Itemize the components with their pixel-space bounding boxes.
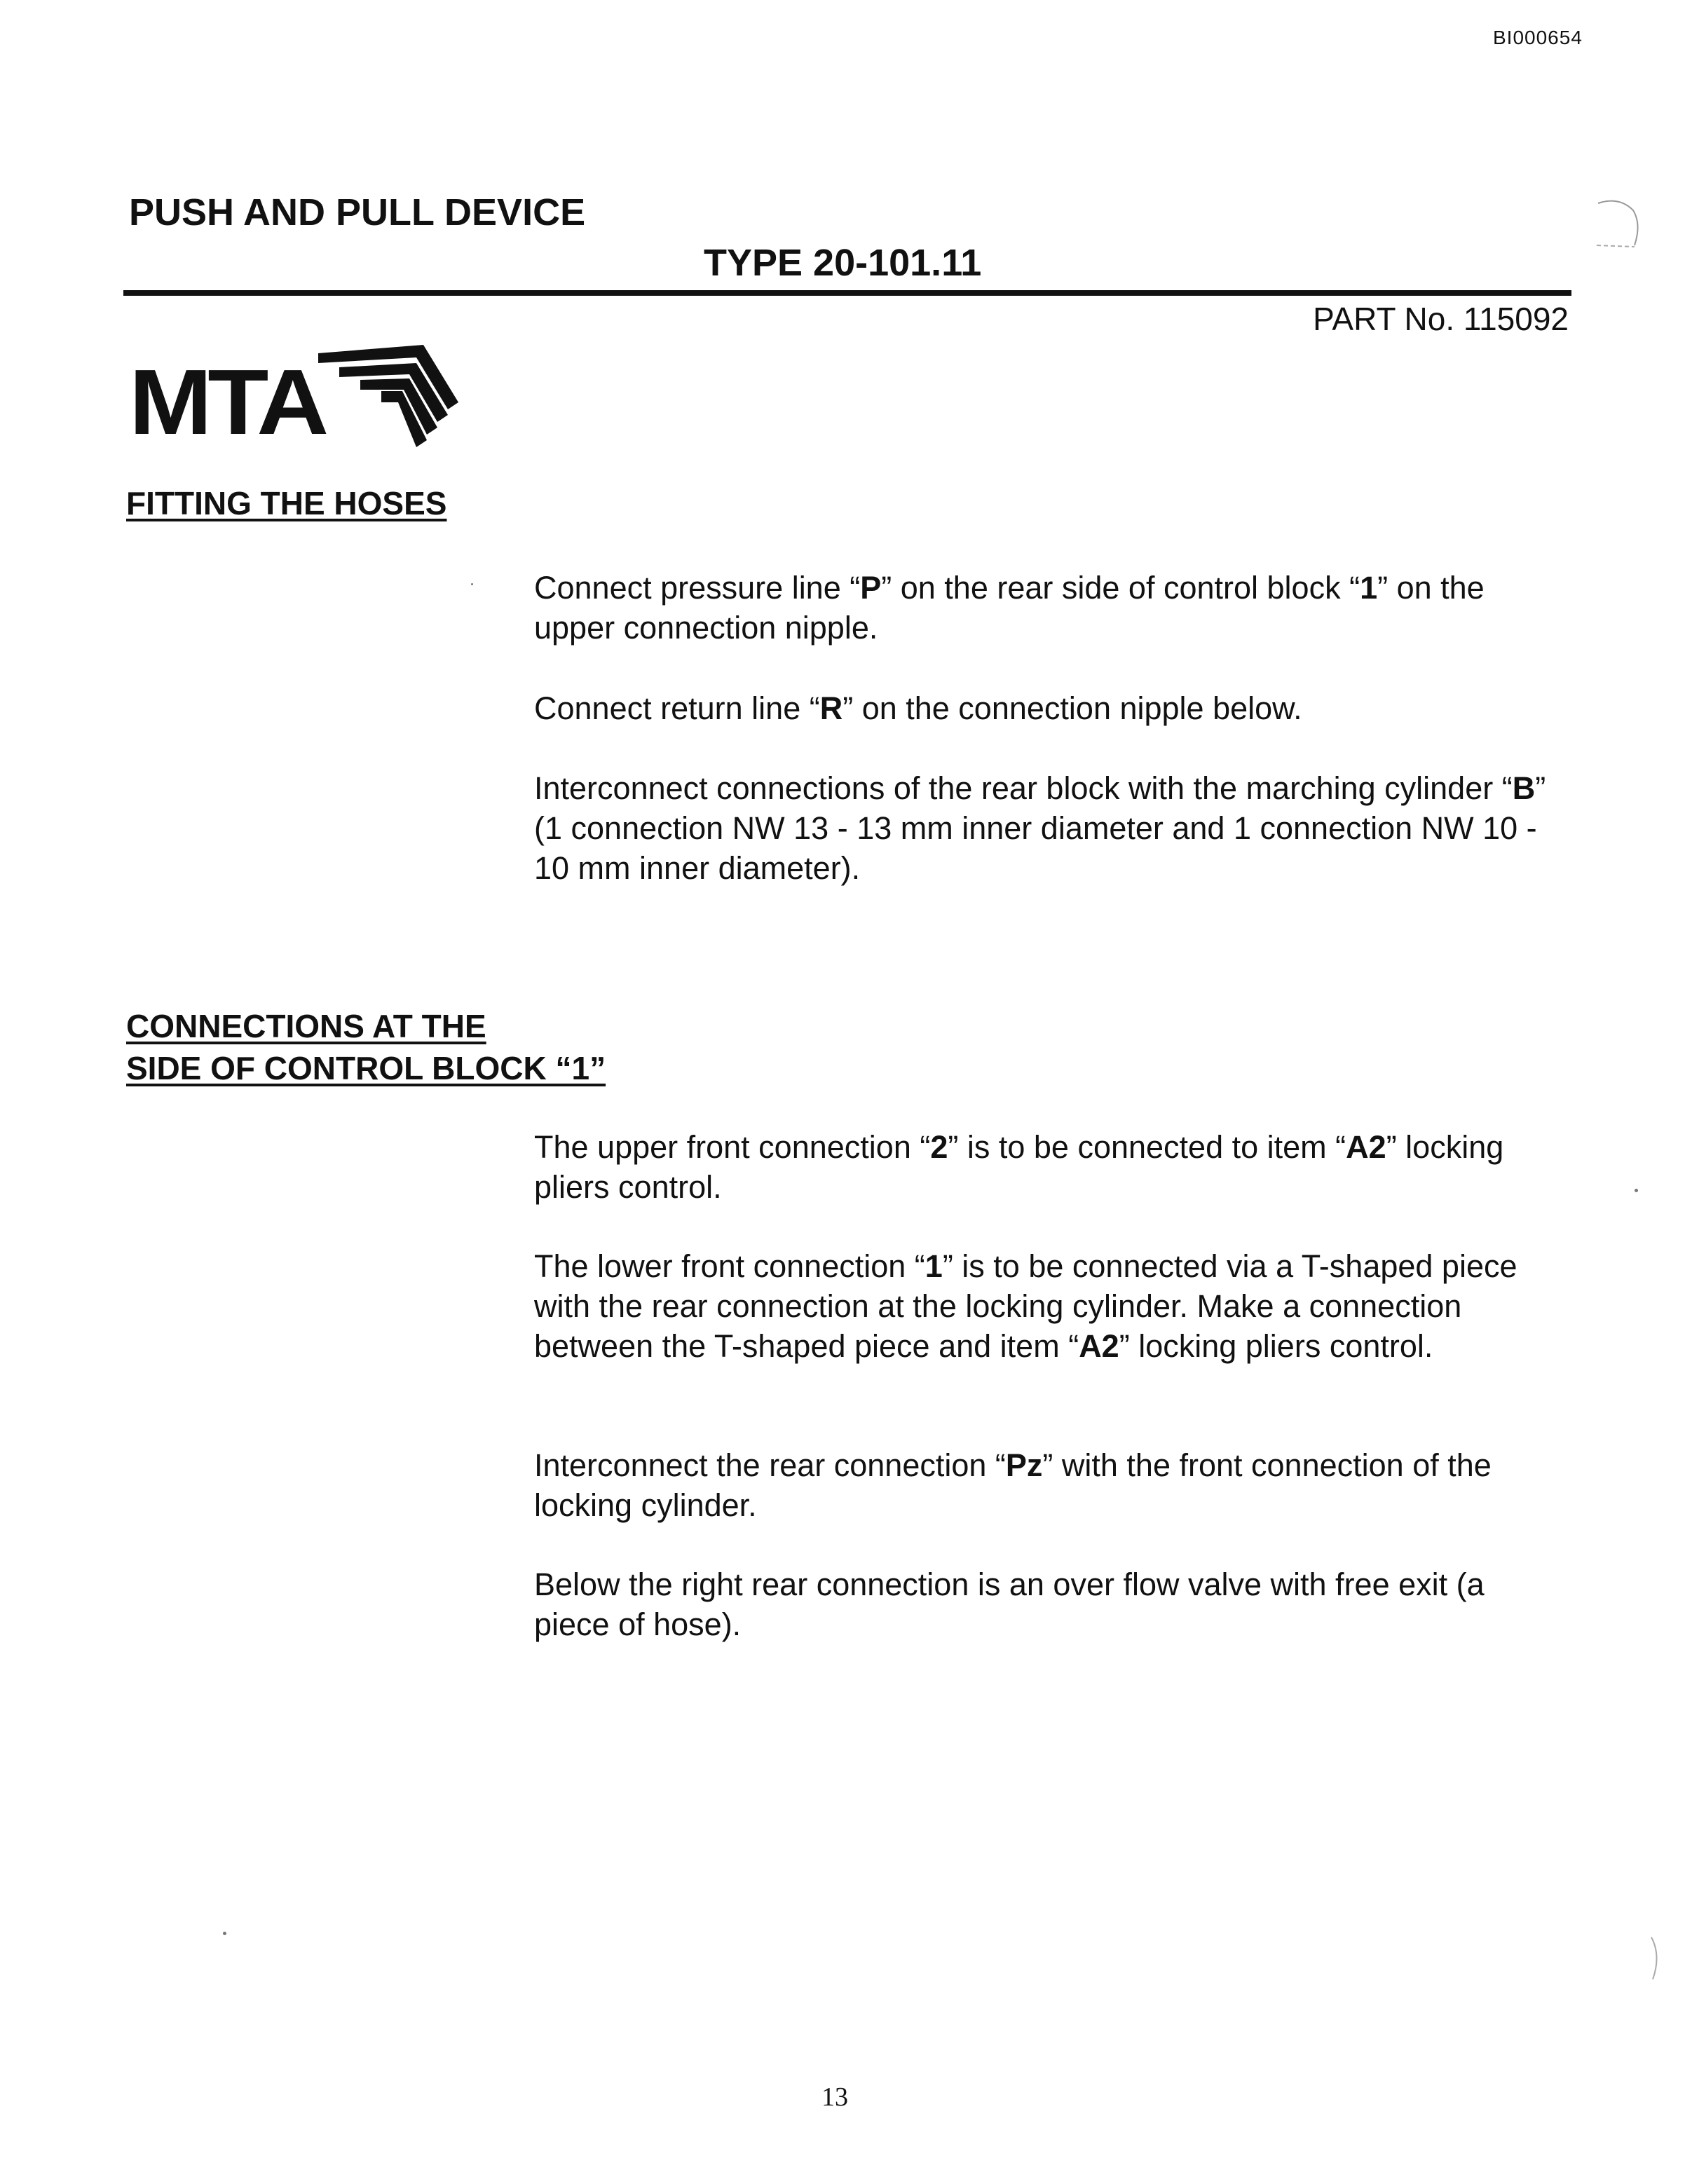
bold-run: Pz [1005, 1447, 1043, 1483]
page-title: PUSH AND PULL DEVICE [129, 191, 586, 233]
paragraph [534, 768, 1564, 888]
bold-run: A2 [1079, 1328, 1119, 1364]
scan-dot [1635, 1189, 1638, 1192]
document-id: BI000654 [1493, 27, 1583, 48]
paragraph [534, 688, 1564, 728]
scan-dot [223, 1932, 226, 1935]
bold-run: 1 [1360, 570, 1378, 606]
type-designation: TYPE 20-101.11 [704, 242, 982, 284]
bold-run: A2 [1346, 1129, 1386, 1165]
logo-swoosh-icon [129, 339, 465, 451]
text-run: ” locking pliers control. [534, 1129, 1504, 1205]
text-run: Connect return line “ [534, 690, 820, 726]
text-run: Interconnect connections of the rear block with the marching cylinder “ [534, 770, 1513, 806]
section-heading-connections [126, 1005, 606, 1089]
paragraph [534, 1127, 1564, 1207]
header-rule [123, 290, 1571, 296]
bold-run: 1 [925, 1248, 943, 1284]
text-run: The upper front connection “ [534, 1129, 931, 1165]
text-run: ” locking pliers control. [1119, 1328, 1433, 1364]
scan-artifact-icon [1647, 1934, 1668, 1984]
bold-run: B [1512, 770, 1536, 806]
paragraph [534, 568, 1564, 648]
bold-run: P [860, 570, 882, 606]
text-run: Below the right rear connection is an over flow valve with free exit (a piece of hose). [534, 1567, 1485, 1642]
text-run: ” on the connection nipple below. [842, 690, 1302, 726]
text-run: ” with the front connection of the locking cylinder. [534, 1447, 1492, 1523]
text-run: ” on the rear side of control block “ [881, 570, 1360, 606]
paragraph [534, 1246, 1564, 1366]
text-run: The lower front connection “ [534, 1248, 925, 1284]
section-heading-fitting-hoses [126, 482, 446, 524]
bold-run: R [819, 690, 843, 726]
text-run: Interconnect the rear connection “ [534, 1447, 1006, 1483]
bold-run: 2 [930, 1129, 948, 1165]
text-run: ” is to be connected to item “ [948, 1129, 1346, 1165]
logo-text: MTA [129, 350, 325, 453]
paragraph [534, 1445, 1564, 1525]
part-number: PART No. 115092 [1313, 301, 1569, 337]
text-run: ” (1 connection NW 13 - 13 mm inner diameter and 1 connection NW 10 - 10 mm inner diameter). [534, 770, 1546, 886]
heading-line: CONNECTIONS AT THE [126, 1008, 486, 1044]
scan-artifact-icon [1591, 189, 1647, 259]
heading-line: SIDE OF CONTROL BLOCK “1” [126, 1050, 606, 1086]
text-run: ” is to be connected via a T-shaped piece with the rear connection at the locking cylinder. Make a connection between the T-shaped piece and item “ [534, 1248, 1517, 1364]
text-run: Connect pressure line “ [534, 570, 861, 606]
text-run: ” on the upper connection nipple. [534, 570, 1485, 646]
scan-dot [471, 583, 473, 585]
page-number: 13 [821, 2082, 848, 2112]
heading-line: FITTING THE HOSES [126, 485, 447, 521]
mta-logo [129, 339, 465, 451]
paragraph [534, 1564, 1564, 1644]
